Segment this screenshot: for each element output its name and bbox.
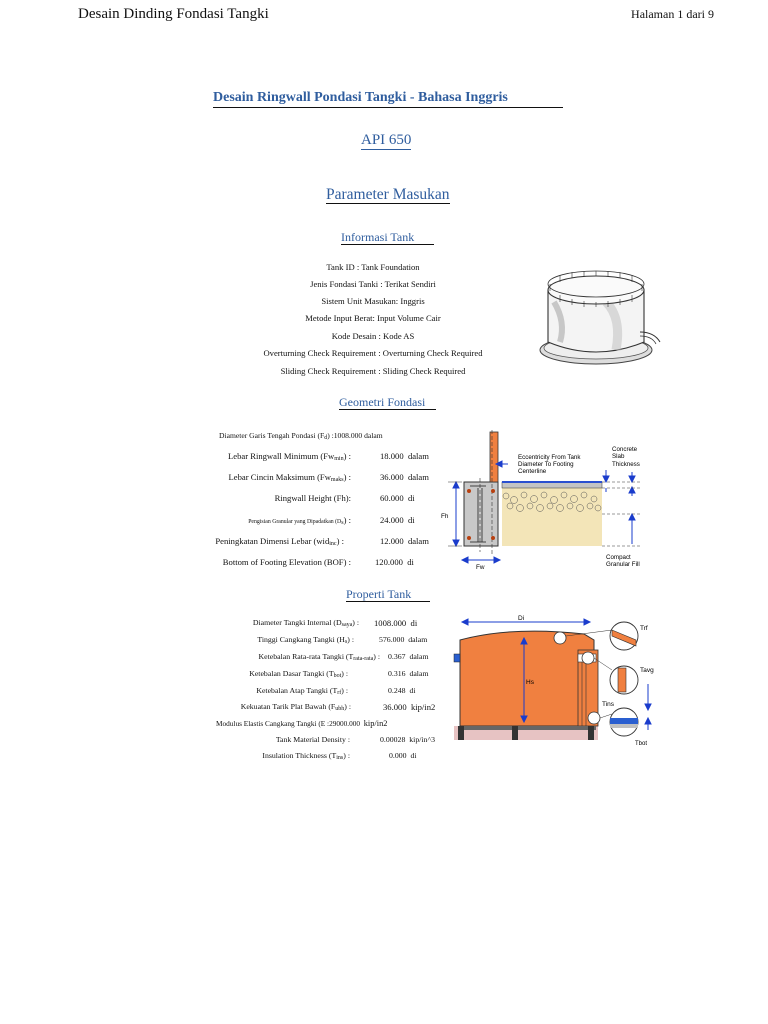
prop-row-label: Ketebalan Dasar Tangki $(T_{bot})$ :: [249, 669, 348, 679]
prop-row-label: Tinggi Cangkang Tangki $(H_s)$ :: [257, 635, 354, 645]
prop-row-label: Insulation Thickness $(T_{ins})$ :: [262, 751, 350, 761]
info-line: Tank ID : Tank Foundation: [326, 262, 420, 272]
prop-row-value: 36.000 kip/in2: [383, 702, 436, 712]
geo-row-value: 36.000 dalam: [380, 472, 429, 482]
prop-row-value: 0.248 di: [388, 686, 416, 695]
info-line: Jenis Fondasi Tanki : Terikat Sendiri: [310, 279, 436, 289]
main-title: Desain Ringwall Pondasi Tangki - Bahasa Inggris: [213, 90, 563, 108]
geo-row-label: Bottom of Footing Elevation (BOF) :: [222, 557, 351, 567]
geo-row-value: 24.000 di: [380, 515, 415, 525]
footing-fill-label-1: Compact: [606, 554, 631, 561]
footing-eccentricity-label-3: Centerline: [518, 468, 547, 475]
roof-thickness-label: Trf: [640, 625, 648, 632]
footing-width-label: Fw: [476, 564, 485, 571]
page-number: Halaman 1 dari 9: [631, 7, 714, 21]
avg-thickness-label: Tavg: [640, 667, 654, 674]
section-tank-info: Informasi Tank: [341, 231, 434, 245]
geo-row-value: 18.000 dalam: [380, 451, 429, 461]
prop-row-value: 0.316 dalam: [388, 669, 429, 678]
geo-row-label: Pengisian Granular yang Dipadatkan $(D_s)$ :: [248, 515, 351, 526]
footing-fill-label-2: Granular Fill: [606, 561, 640, 568]
prop-row-value: 0.367 dalam: [388, 652, 429, 661]
geo-row-label: Ringwall Height (Fh):: [274, 493, 351, 503]
geo-row-label: Lebar Ringwall Minimum $(Fw_{min})$ :: [228, 451, 351, 462]
geo-row-value: 60.000 di: [380, 493, 415, 503]
footing-eccentricity-label-1: Eccentricity From Tank: [518, 454, 581, 461]
section-foundation-geometry: Geometri Fondasi: [339, 396, 436, 410]
insulation-thickness-label: Tins: [602, 701, 615, 708]
tank-height-label: Hs: [526, 679, 534, 686]
info-line: Overturning Check Requirement : Overturning Check Required: [263, 348, 483, 358]
input-parameters-title: Parameter Masukan: [326, 186, 450, 203]
info-line: Kode Desain : Kode AS: [331, 331, 415, 341]
info-line: Metode Input Berat: Input Volume Cair: [305, 313, 441, 323]
prop-row-label: Kekuatan Tarik Plat Bawah $(F_{ubh})$ :: [240, 702, 351, 712]
prop-row-value: 576.000 dalam: [379, 635, 428, 644]
bottom-thickness-label: Tbot: [635, 741, 648, 747]
footing-slab-label-3: Thickness: [612, 461, 640, 468]
tank-section-diagram: [452, 614, 660, 748]
footing-height-label: Fh: [441, 513, 449, 520]
prop-row-label: Ketebalan Rata-rata Tangki $(T_{rata-rata})$ :: [258, 652, 380, 662]
footing-eccentricity-label-2: Diameter To Footing: [518, 461, 574, 468]
prop-row-value: 1008.000 di: [374, 618, 418, 628]
ringwall-footing-diagram: [436, 426, 650, 574]
info-line: Sistem Unit Masukan: Inggris: [321, 296, 425, 306]
info-line: Sliding Check Requirement : Sliding Check Required: [280, 366, 466, 376]
geo-row-label: Lebar Cincin Maksimum $(Fw_{maks})$ :: [228, 472, 351, 483]
prop-row-label: Tank Material Density :: [275, 735, 350, 744]
geo-row-label: Peningkatan Dimensi Lebar (wid$_{inc}$) :: [215, 536, 344, 547]
geo-row-value: 12.000 dalam: [380, 536, 429, 546]
geo-row-value: 120.000 di: [375, 557, 414, 567]
geo-row-centerline-diameter: Diameter Garis Tengah Pondasi $(F_d)$ :1008.000 dalam: [219, 431, 383, 441]
prop-row-value: 0.000 di: [389, 751, 417, 760]
tank-diameter-label: Di: [518, 615, 525, 622]
footing-slab-label-1: Concrete: [612, 446, 638, 453]
prop-row-modulus: Modulus Elastis Cangkang Tangki (E :29000.000 kip/in2: [216, 719, 388, 728]
tank-illustration: [536, 262, 664, 374]
api-standard-title: API 650: [361, 132, 412, 148]
prop-row-value: 0.00028 kip/in^3: [380, 735, 436, 744]
prop-row-label: Diameter Tangki Internal $(D_{saya})$ :: [252, 618, 359, 628]
footing-slab-label-2: Slab: [612, 453, 625, 460]
prop-row-label: Ketebalan Atap Tangki $(T_{rf})$ :: [256, 686, 348, 696]
section-tank-properties: Properti Tank: [346, 588, 430, 602]
document-header-title: Desain Dinding Fondasi Tangki: [78, 6, 269, 22]
